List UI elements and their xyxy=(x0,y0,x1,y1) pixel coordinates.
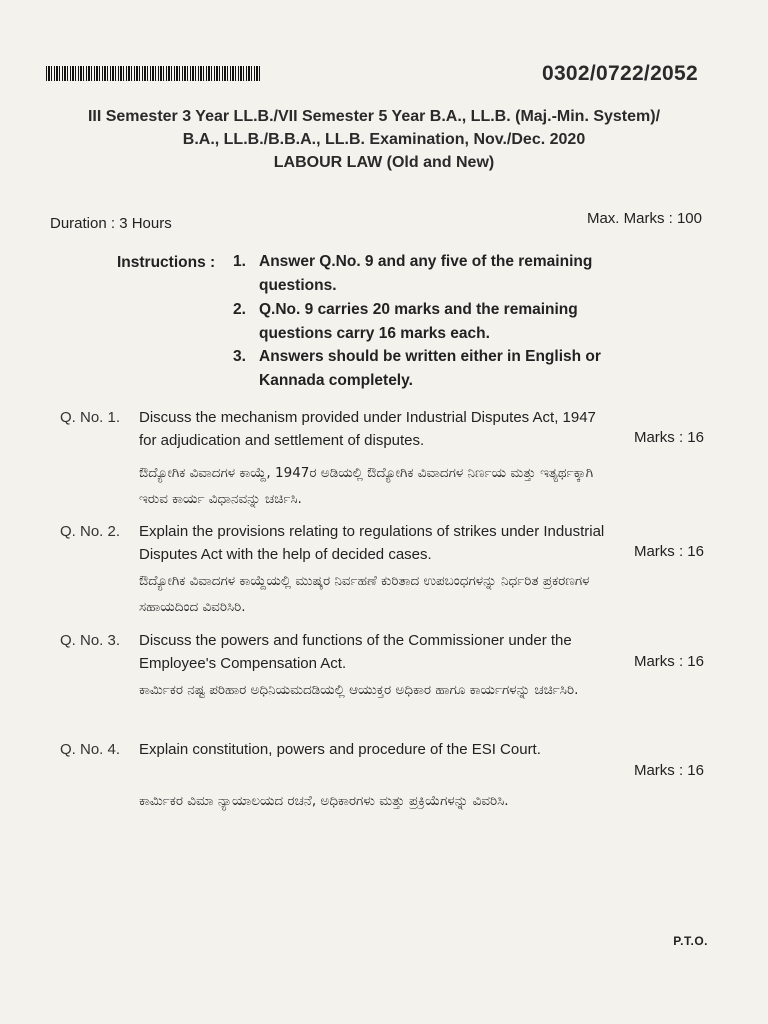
instruction-text: Q.No. 9 carries 20 marks and the remaining questions carry 16 marks each. xyxy=(259,301,578,342)
question-number: Q. No. 2. xyxy=(60,523,121,540)
instruction-item xyxy=(233,250,653,298)
instruction-item xyxy=(233,298,653,346)
question-marks: Marks : 16 xyxy=(633,429,704,446)
question-text-kannada: ಕಾರ್ಮಿಕರ ವಿಮಾ ನ್ಯಾಯಾಲಯದ ರಚನೆ, ಅಧಿಕಾರಗಳು ಮತ್ತು ಪ್ರಕ್ರಿಯೆಗಳನ್ನು ವಿವರಿಸಿ. xyxy=(139,793,509,809)
duration: Duration : 3 Hours xyxy=(50,215,172,232)
header-line-2: B.A., LL.B./B.B.A., LL.B. Examination, Nov./Dec. 2020 xyxy=(182,131,586,148)
max-marks: Max. Marks : 100 xyxy=(586,210,702,227)
header-line-1: III Semester 3 Year LL.B./VII Semester 5 Year B.A., LL.B. (Maj.-Min. System)/ xyxy=(87,108,661,125)
question-text-kannada: ಔದ್ಯೋಗಿಕ ವಿವಾದಗಳ ಕಾಯ್ದೆಯಲ್ಲಿ ಮುಷ್ಕರ ನಿರ್ವಹಣೆ ಕುರಿತಾದ ಉಪಬಂಧಗಳನ್ನು ನಿರ್ಧರಿತ ಪ್ರಕರಣಗಳ ಸಹಾಯದಿಂದ ವಿವರಿಸಿರಿ. xyxy=(139,573,590,615)
question-marks: Marks : 16 xyxy=(633,653,704,670)
question-text-kannada: ಕಾರ್ಮಿಕರ ನಷ್ಟ ಪರಿಹಾರ ಅಧಿನಿಯಮದಡಿಯಲ್ಲಿ ಆಯುಕ್ತರ ಅಧಿಕಾರ ಹಾಗೂ ಕಾರ್ಯಗಳನ್ನು ಚರ್ಚಿಸಿರಿ. xyxy=(139,682,579,698)
instructions-label: Instructions : xyxy=(117,254,216,271)
instruction-text: Answers should be written either in English or Kannada completely. xyxy=(259,348,601,389)
question-text: Discuss the mechanism provided under Industrial Disputes Act, 1947 for adjudication and settlement of disputes. xyxy=(139,409,596,449)
question-text: Explain constitution, powers and procedure of the ESI Court. xyxy=(139,741,541,758)
question-text: Discuss the powers and functions of the Commissioner under the Employee's Compensation Act. xyxy=(139,632,572,672)
question-number: Q. No. 1. xyxy=(60,409,121,426)
exam-subject-title: LABOUR LAW (Old and New) xyxy=(273,154,495,171)
question-marks: Marks : 16 xyxy=(633,762,704,779)
question-text-kannada: ಔದ್ಯೋಗಿಕ ವಿವಾದಗಳ ಕಾಯ್ದೆ, 1947ರ ಅಡಿಯಲ್ಲಿ ಔದ್ಯೋಗಿಕ ವಿವಾದಗಳ ನಿರ್ಣಯ ಮತ್ತು ಇತ್ಯರ್ಥಕ್ಕಾಗಿ ಇರುವ ಕಾರ್ಯ ವಿಧಾನವನ್ನು ಚರ್ಚಿಸಿ. xyxy=(139,465,594,507)
question-number: Q. No. 4. xyxy=(60,741,121,758)
instruction-text: Answer Q.No. 9 and any five of the remaining questions. xyxy=(259,253,593,294)
page-turn-over: P.T.O. xyxy=(673,934,708,948)
barcode xyxy=(46,66,260,81)
question-text: Explain the provisions relating to regulations of strikes under Industrial Disputes Act with the help of decided cases. xyxy=(139,523,605,563)
question-marks: Marks : 16 xyxy=(633,543,704,560)
instruction-item xyxy=(233,345,653,393)
instruction-number: 2. xyxy=(233,301,246,318)
instruction-number: 3. xyxy=(233,348,246,365)
instruction-number: 1. xyxy=(233,253,246,270)
question-number: Q. No. 3. xyxy=(60,632,121,649)
paper-code: 0302/0722/2052 xyxy=(541,62,698,85)
